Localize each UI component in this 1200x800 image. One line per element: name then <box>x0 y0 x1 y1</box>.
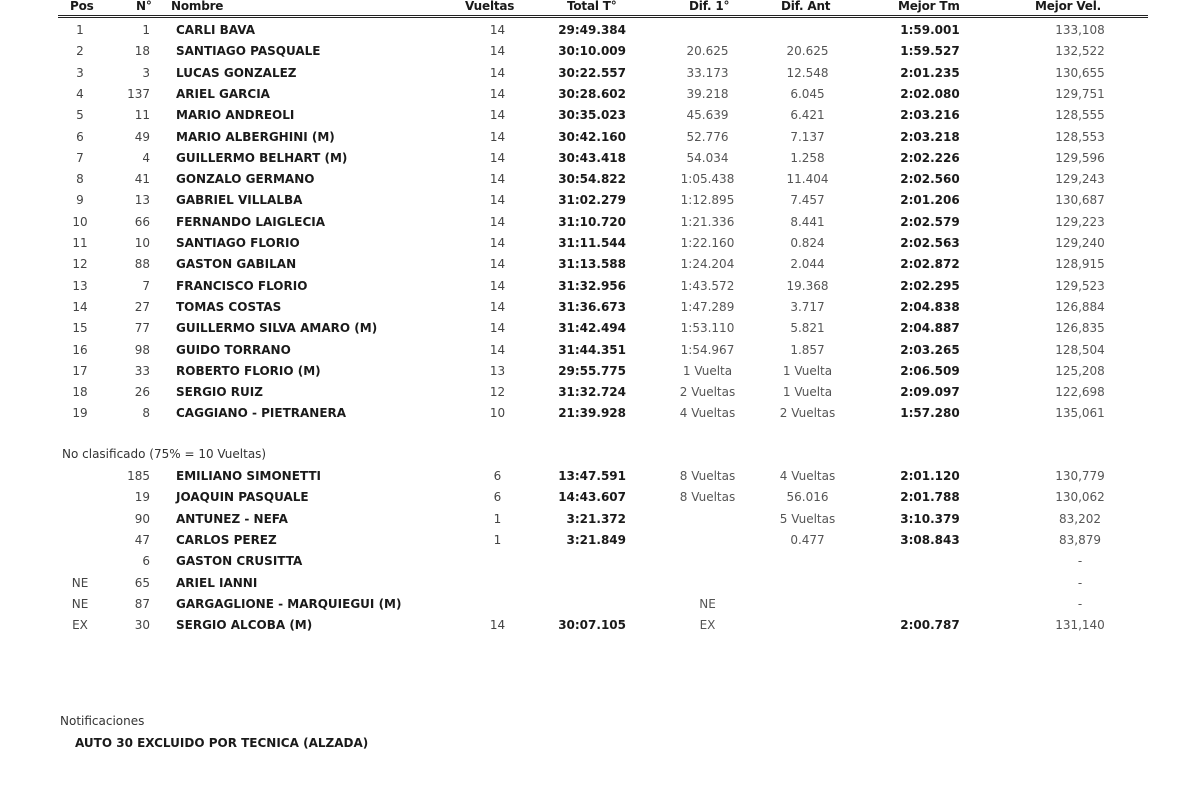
gap-to-previous-cell: 1 Vuelta <box>782 385 833 400</box>
table-row <box>0 403 1200 424</box>
position-cell: NE <box>71 596 89 611</box>
table-row <box>0 487 1200 508</box>
table-row <box>0 340 1200 361</box>
gap-to-leader-cell: 1:54.967 <box>680 342 735 357</box>
best-lap-cell: 2:01.235 <box>900 65 960 80</box>
gap-to-previous-cell: 20.625 <box>786 44 829 59</box>
best-speed-cell: 130,062 <box>1055 490 1105 505</box>
car-number-cell: 8 <box>142 406 150 421</box>
driver-name-cell: SERGIO RUIZ <box>176 385 263 400</box>
best-lap-cell: 2:01.206 <box>900 193 960 208</box>
driver-name-cell: SANTIAGO FLORIO <box>176 236 300 250</box>
total-time-cell: 31:13.588 <box>558 257 626 272</box>
gap-to-leader-cell: 1:47.289 <box>680 299 735 314</box>
driver-name-cell: FERNANDO LAIGLECIA <box>176 214 325 229</box>
best-speed-cell: 135,061 <box>1055 406 1105 421</box>
total-time-cell: 13:47.591 <box>558 469 626 483</box>
total-time-cell: 31:36.673 <box>558 299 626 314</box>
car-number-cell: 49 <box>134 129 150 144</box>
car-number-cell: 19 <box>134 490 150 505</box>
best-lap-cell: 2:04.838 <box>900 299 960 314</box>
total-time-cell: 30:28.602 <box>558 86 626 101</box>
gap-to-leader-cell: 33.173 <box>686 65 729 80</box>
laps-cell: 13 <box>489 363 506 378</box>
gap-to-leader-cell: 1:43.572 <box>680 278 735 293</box>
best-speed-cell: 131,140 <box>1055 618 1105 633</box>
table-row <box>0 573 1200 594</box>
table-row <box>0 41 1200 62</box>
car-number-cell: 11 <box>134 108 150 123</box>
gap-to-previous-cell: 3.717 <box>790 299 825 314</box>
laps-cell: 14 <box>489 172 506 187</box>
position-cell: 3 <box>76 65 84 80</box>
total-time-cell: 30:43.418 <box>558 150 626 165</box>
gap-to-previous-cell: 7.137 <box>790 129 825 144</box>
total-time-cell: 30:07.105 <box>558 618 626 633</box>
laps-cell: 14 <box>489 23 506 37</box>
laps-cell: 12 <box>489 385 506 400</box>
total-time-cell: 30:42.160 <box>558 129 626 144</box>
best-lap-cell: 2:02.563 <box>900 236 960 250</box>
car-number-cell: 185 <box>127 469 150 483</box>
best-speed-cell: 128,555 <box>1055 108 1105 123</box>
gap-to-leader-cell: 39.218 <box>686 86 729 101</box>
gap-to-previous-cell: 12.548 <box>786 65 829 80</box>
car-number-cell: 27 <box>134 299 150 314</box>
best-lap-cell: 1:59.527 <box>900 44 960 59</box>
table-row <box>0 254 1200 275</box>
driver-name-cell: FRANCISCO FLORIO <box>176 278 308 293</box>
gap-to-leader-cell: 8 Vueltas <box>679 490 736 505</box>
gap-to-previous-cell: 1.258 <box>790 150 825 165</box>
table-row <box>0 84 1200 105</box>
driver-name-cell: LUCAS GONZALEZ <box>176 65 297 80</box>
driver-name-cell: SANTIAGO PASQUALE <box>176 44 321 59</box>
driver-name-cell: GUIDO TORRANO <box>176 342 291 357</box>
gap-to-previous-cell: 1 Vuelta <box>782 363 833 378</box>
table-row <box>0 20 1200 41</box>
gap-to-previous-cell: 56.016 <box>786 490 829 505</box>
car-number-cell: 33 <box>134 363 150 378</box>
total-time-cell: 30:54.822 <box>558 172 626 187</box>
best-speed-cell: 128,553 <box>1055 129 1105 144</box>
car-number-cell: 1 <box>142 23 150 37</box>
best-lap-cell: 2:02.226 <box>900 150 960 165</box>
best-speed-cell: 130,687 <box>1055 193 1105 208</box>
driver-name-cell: GUILLERMO BELHART (M) <box>176 150 348 165</box>
car-number-cell: 7 <box>142 278 150 293</box>
driver-name-cell: JOAQUIN PASQUALE <box>176 490 309 505</box>
driver-name-cell: CAGGIANO - PIETRANERA <box>176 406 347 421</box>
header-dif1: Dif. 1° <box>689 0 730 13</box>
gap-to-leader-cell: 4 Vueltas <box>679 406 736 421</box>
total-time-cell: 31:32.724 <box>558 385 626 400</box>
laps-cell: 14 <box>489 108 506 123</box>
driver-name-cell: GUILLERMO SILVA AMARO (M) <box>176 321 378 336</box>
total-time-cell: 29:55.775 <box>558 363 626 378</box>
position-cell: 10 <box>72 214 88 229</box>
gap-to-leader-cell: EX <box>699 618 716 633</box>
driver-name-cell: ANTUNEZ - NEFA <box>176 511 288 526</box>
laps-cell: 14 <box>489 86 506 101</box>
gap-to-previous-cell: 19.368 <box>786 278 829 293</box>
position-cell: 18 <box>72 385 88 400</box>
table-row <box>0 212 1200 233</box>
laps-cell: 14 <box>489 342 506 357</box>
table-row <box>0 105 1200 126</box>
best-speed-cell: - <box>1077 554 1083 569</box>
total-time-cell: 29:49.384 <box>558 23 626 37</box>
header-pos: Pos <box>70 0 94 13</box>
laps-cell: 6 <box>493 490 502 505</box>
gap-to-previous-cell: 2 Vueltas <box>779 406 836 421</box>
table-row <box>0 276 1200 297</box>
gap-to-leader-cell: 1:12.895 <box>680 193 735 208</box>
gap-to-leader-cell: 2 Vueltas <box>679 385 736 400</box>
best-speed-cell: 128,504 <box>1055 342 1105 357</box>
best-lap-cell: 2:00.787 <box>900 618 960 633</box>
header-total: Total T° <box>567 0 617 13</box>
laps-cell: 10 <box>489 406 506 421</box>
total-time-cell: 3:21.849 <box>566 532 626 547</box>
car-number-cell: 30 <box>134 618 150 633</box>
best-speed-cell: 129,596 <box>1055 150 1105 165</box>
table-row <box>0 551 1200 572</box>
gap-to-previous-cell: 5.821 <box>790 321 825 336</box>
position-cell: 17 <box>72 363 88 378</box>
table-row <box>0 63 1200 84</box>
best-lap-cell: 2:02.872 <box>900 257 960 272</box>
header-vel: Mejor Vel. <box>1035 0 1101 13</box>
position-cell: 16 <box>72 342 88 357</box>
driver-name-cell: TOMAS COSTAS <box>176 299 282 314</box>
total-time-cell: 14:43.607 <box>558 490 626 505</box>
position-cell: EX <box>72 618 88 633</box>
laps-cell: 1 <box>493 511 502 526</box>
gap-to-previous-cell: 5 Vueltas <box>779 511 836 526</box>
gap-to-previous-cell: 11.404 <box>786 172 829 187</box>
best-lap-cell: 3:10.379 <box>900 511 960 526</box>
driver-name-cell: GASTON CRUSITTA <box>176 554 303 569</box>
gap-to-previous-cell: 0.824 <box>790 236 825 250</box>
laps-cell: 14 <box>489 129 506 144</box>
position-cell: 5 <box>76 108 84 123</box>
laps-cell: 14 <box>489 257 506 272</box>
car-number-cell: 65 <box>134 575 150 590</box>
best-speed-cell: 130,655 <box>1055 65 1105 80</box>
car-number-cell: 4 <box>142 150 150 165</box>
driver-name-cell: EMILIANO SIMONETTI <box>176 469 322 483</box>
car-number-cell: 90 <box>134 511 150 526</box>
gap-to-leader-cell: 8 Vueltas <box>679 469 736 483</box>
best-speed-cell: 122,698 <box>1055 385 1105 400</box>
not-classified-label: No clasificado (75% = 10 Vueltas) <box>62 447 267 461</box>
total-time-cell: 31:11.544 <box>558 236 626 250</box>
total-time-cell: 30:10.009 <box>558 44 626 59</box>
gap-to-previous-cell: 4 Vueltas <box>779 469 836 483</box>
laps-cell: 14 <box>489 299 506 314</box>
best-speed-cell: 129,523 <box>1055 278 1105 293</box>
gap-to-leader-cell: 1:21.336 <box>680 214 735 229</box>
header-best: Mejor Tm <box>898 0 960 13</box>
table-row <box>0 615 1200 636</box>
gap-to-leader-cell: 1 Vuelta <box>682 363 733 378</box>
car-number-cell: 26 <box>134 385 150 400</box>
best-lap-cell: 2:09.097 <box>900 385 960 400</box>
gap-to-leader-cell: 1:05.438 <box>680 172 735 187</box>
car-number-cell: 137 <box>127 86 150 101</box>
table-row <box>0 169 1200 190</box>
position-cell: 15 <box>72 321 88 336</box>
laps-cell: 14 <box>489 618 506 633</box>
best-speed-cell: - <box>1077 575 1083 590</box>
header-num: N° <box>136 0 152 13</box>
laps-cell: 14 <box>489 278 506 293</box>
laps-cell: 14 <box>489 236 506 250</box>
driver-name-cell: GASTON GABILAN <box>176 257 297 272</box>
best-speed-cell: 126,884 <box>1055 299 1105 314</box>
position-cell: NE <box>71 575 89 590</box>
laps-cell: 14 <box>489 44 506 59</box>
table-row <box>0 190 1200 211</box>
notifications-label: Notificaciones <box>60 714 145 728</box>
driver-name-cell: GABRIEL VILLALBA <box>176 193 303 208</box>
car-number-cell: 87 <box>134 596 150 611</box>
best-speed-cell: 125,208 <box>1055 363 1105 378</box>
position-cell: 19 <box>72 406 88 421</box>
table-row <box>0 594 1200 615</box>
best-lap-cell: 2:02.295 <box>900 278 960 293</box>
gap-to-leader-cell: 1:53.110 <box>680 321 735 336</box>
best-speed-cell: 129,243 <box>1055 172 1105 187</box>
laps-cell: 14 <box>489 321 506 336</box>
total-time-cell: 30:22.557 <box>558 65 626 80</box>
table-row <box>0 297 1200 318</box>
total-time-cell: 31:02.279 <box>558 193 626 208</box>
total-time-cell: 30:35.023 <box>558 108 626 123</box>
table-row <box>0 382 1200 403</box>
best-lap-cell: 2:02.579 <box>900 214 960 229</box>
total-time-cell: 3:21.372 <box>566 511 626 526</box>
total-time-cell: 31:32.956 <box>558 278 626 293</box>
laps-cell: 14 <box>489 65 506 80</box>
best-speed-cell: - <box>1077 596 1083 611</box>
best-lap-cell: 2:01.788 <box>900 490 960 505</box>
car-number-cell: 66 <box>134 214 150 229</box>
gap-to-previous-cell: 2.044 <box>790 257 825 272</box>
car-number-cell: 3 <box>142 65 150 80</box>
best-lap-cell: 2:04.887 <box>900 321 960 336</box>
gap-to-previous-cell: 6.045 <box>790 86 825 101</box>
laps-cell: 14 <box>489 193 506 208</box>
gap-to-previous-cell: 1.857 <box>790 342 825 357</box>
driver-name-cell: ROBERTO FLORIO (M) <box>176 363 321 378</box>
car-number-cell: 47 <box>134 532 150 547</box>
table-row <box>0 127 1200 148</box>
notification-item: AUTO 30 EXCLUIDO POR TECNICA (ALZADA) <box>75 736 369 750</box>
table-row <box>0 233 1200 254</box>
position-cell: 7 <box>76 150 84 165</box>
position-cell: 8 <box>76 172 84 187</box>
best-speed-cell: 129,751 <box>1055 86 1105 101</box>
car-number-cell: 6 <box>142 554 150 569</box>
laps-cell: 6 <box>493 469 502 483</box>
gap-to-leader-cell: 1:24.204 <box>680 257 735 272</box>
table-row <box>0 361 1200 382</box>
position-cell: 1 <box>76 23 84 37</box>
car-number-cell: 88 <box>134 257 150 272</box>
results-table-header <box>58 0 1148 18</box>
gap-to-leader-cell: NE <box>699 596 716 611</box>
position-cell: 2 <box>76 44 84 59</box>
best-speed-cell: 128,915 <box>1055 257 1105 272</box>
laps-cell: 14 <box>489 150 506 165</box>
laps-cell: 14 <box>489 214 506 229</box>
gap-to-previous-cell: 7.457 <box>790 193 825 208</box>
best-lap-cell: 2:01.120 <box>900 469 960 483</box>
gap-to-leader-cell: 1:22.160 <box>680 236 735 250</box>
driver-name-cell: CARLOS PEREZ <box>176 532 277 547</box>
best-speed-cell: 133,108 <box>1055 23 1105 37</box>
position-cell: 12 <box>72 257 88 272</box>
driver-name-cell: MARIO ANDREOLI <box>176 108 295 123</box>
driver-name-cell: ARIEL IANNI <box>176 575 258 590</box>
table-row <box>0 530 1200 551</box>
car-number-cell: 41 <box>134 172 150 187</box>
best-speed-cell: 130,779 <box>1055 469 1105 483</box>
header-difant: Dif. Ant <box>781 0 831 13</box>
table-row <box>0 466 1200 487</box>
header-name: Nombre <box>171 0 224 13</box>
gap-to-previous-cell: 0.477 <box>790 532 825 547</box>
table-row <box>0 509 1200 530</box>
driver-name-cell: SERGIO ALCOBA (M) <box>176 618 313 633</box>
driver-name-cell: ARIEL GARCIA <box>176 86 270 101</box>
best-speed-cell: 126,835 <box>1055 321 1105 336</box>
best-lap-cell: 1:59.001 <box>900 23 960 37</box>
position-cell: 14 <box>72 299 88 314</box>
gap-to-leader-cell: 52.776 <box>686 129 729 144</box>
gap-to-previous-cell: 8.441 <box>790 214 825 229</box>
position-cell: 13 <box>72 278 88 293</box>
best-lap-cell: 1:57.280 <box>900 406 960 421</box>
best-lap-cell: 3:08.843 <box>900 532 960 547</box>
best-lap-cell: 2:03.265 <box>900 342 960 357</box>
laps-cell: 1 <box>493 532 502 547</box>
best-speed-cell: 83,202 <box>1059 511 1101 526</box>
total-time-cell: 31:42.494 <box>558 321 626 336</box>
position-cell: 9 <box>76 193 84 208</box>
car-number-cell: 18 <box>134 44 150 59</box>
car-number-cell: 77 <box>134 321 150 336</box>
total-time-cell: 21:39.928 <box>558 406 626 421</box>
total-time-cell: 31:10.720 <box>558 214 626 229</box>
gap-to-leader-cell: 54.034 <box>686 150 729 165</box>
best-lap-cell: 2:02.080 <box>900 86 960 101</box>
position-cell: 11 <box>72 236 88 250</box>
best-lap-cell: 2:03.218 <box>900 129 960 144</box>
best-lap-cell: 2:06.509 <box>900 363 960 378</box>
position-cell: 4 <box>76 86 84 101</box>
best-lap-cell: 2:02.560 <box>900 172 960 187</box>
best-speed-cell: 129,240 <box>1055 236 1105 250</box>
car-number-cell: 10 <box>134 236 150 250</box>
car-number-cell: 98 <box>134 342 150 357</box>
best-lap-cell: 2:03.216 <box>900 108 960 123</box>
position-cell: 6 <box>76 129 84 144</box>
gap-to-leader-cell: 45.639 <box>686 108 729 123</box>
best-speed-cell: 132,522 <box>1055 44 1105 59</box>
best-speed-cell: 83,879 <box>1059 532 1101 547</box>
driver-name-cell: GONZALO GERMANO <box>176 172 315 187</box>
total-time-cell: 31:44.351 <box>558 342 626 357</box>
table-row <box>0 318 1200 339</box>
driver-name-cell: GARGAGLIONE - MARQUIEGUI (M) <box>176 596 402 611</box>
driver-name-cell: MARIO ALBERGHINI (M) <box>176 129 335 144</box>
car-number-cell: 13 <box>134 193 150 208</box>
header-laps: Vueltas <box>465 0 515 13</box>
best-speed-cell: 129,223 <box>1055 214 1105 229</box>
gap-to-previous-cell: 6.421 <box>790 108 825 123</box>
driver-name-cell: CARLI BAVA <box>176 23 256 37</box>
gap-to-leader-cell: 20.625 <box>686 44 729 59</box>
table-row <box>0 148 1200 169</box>
